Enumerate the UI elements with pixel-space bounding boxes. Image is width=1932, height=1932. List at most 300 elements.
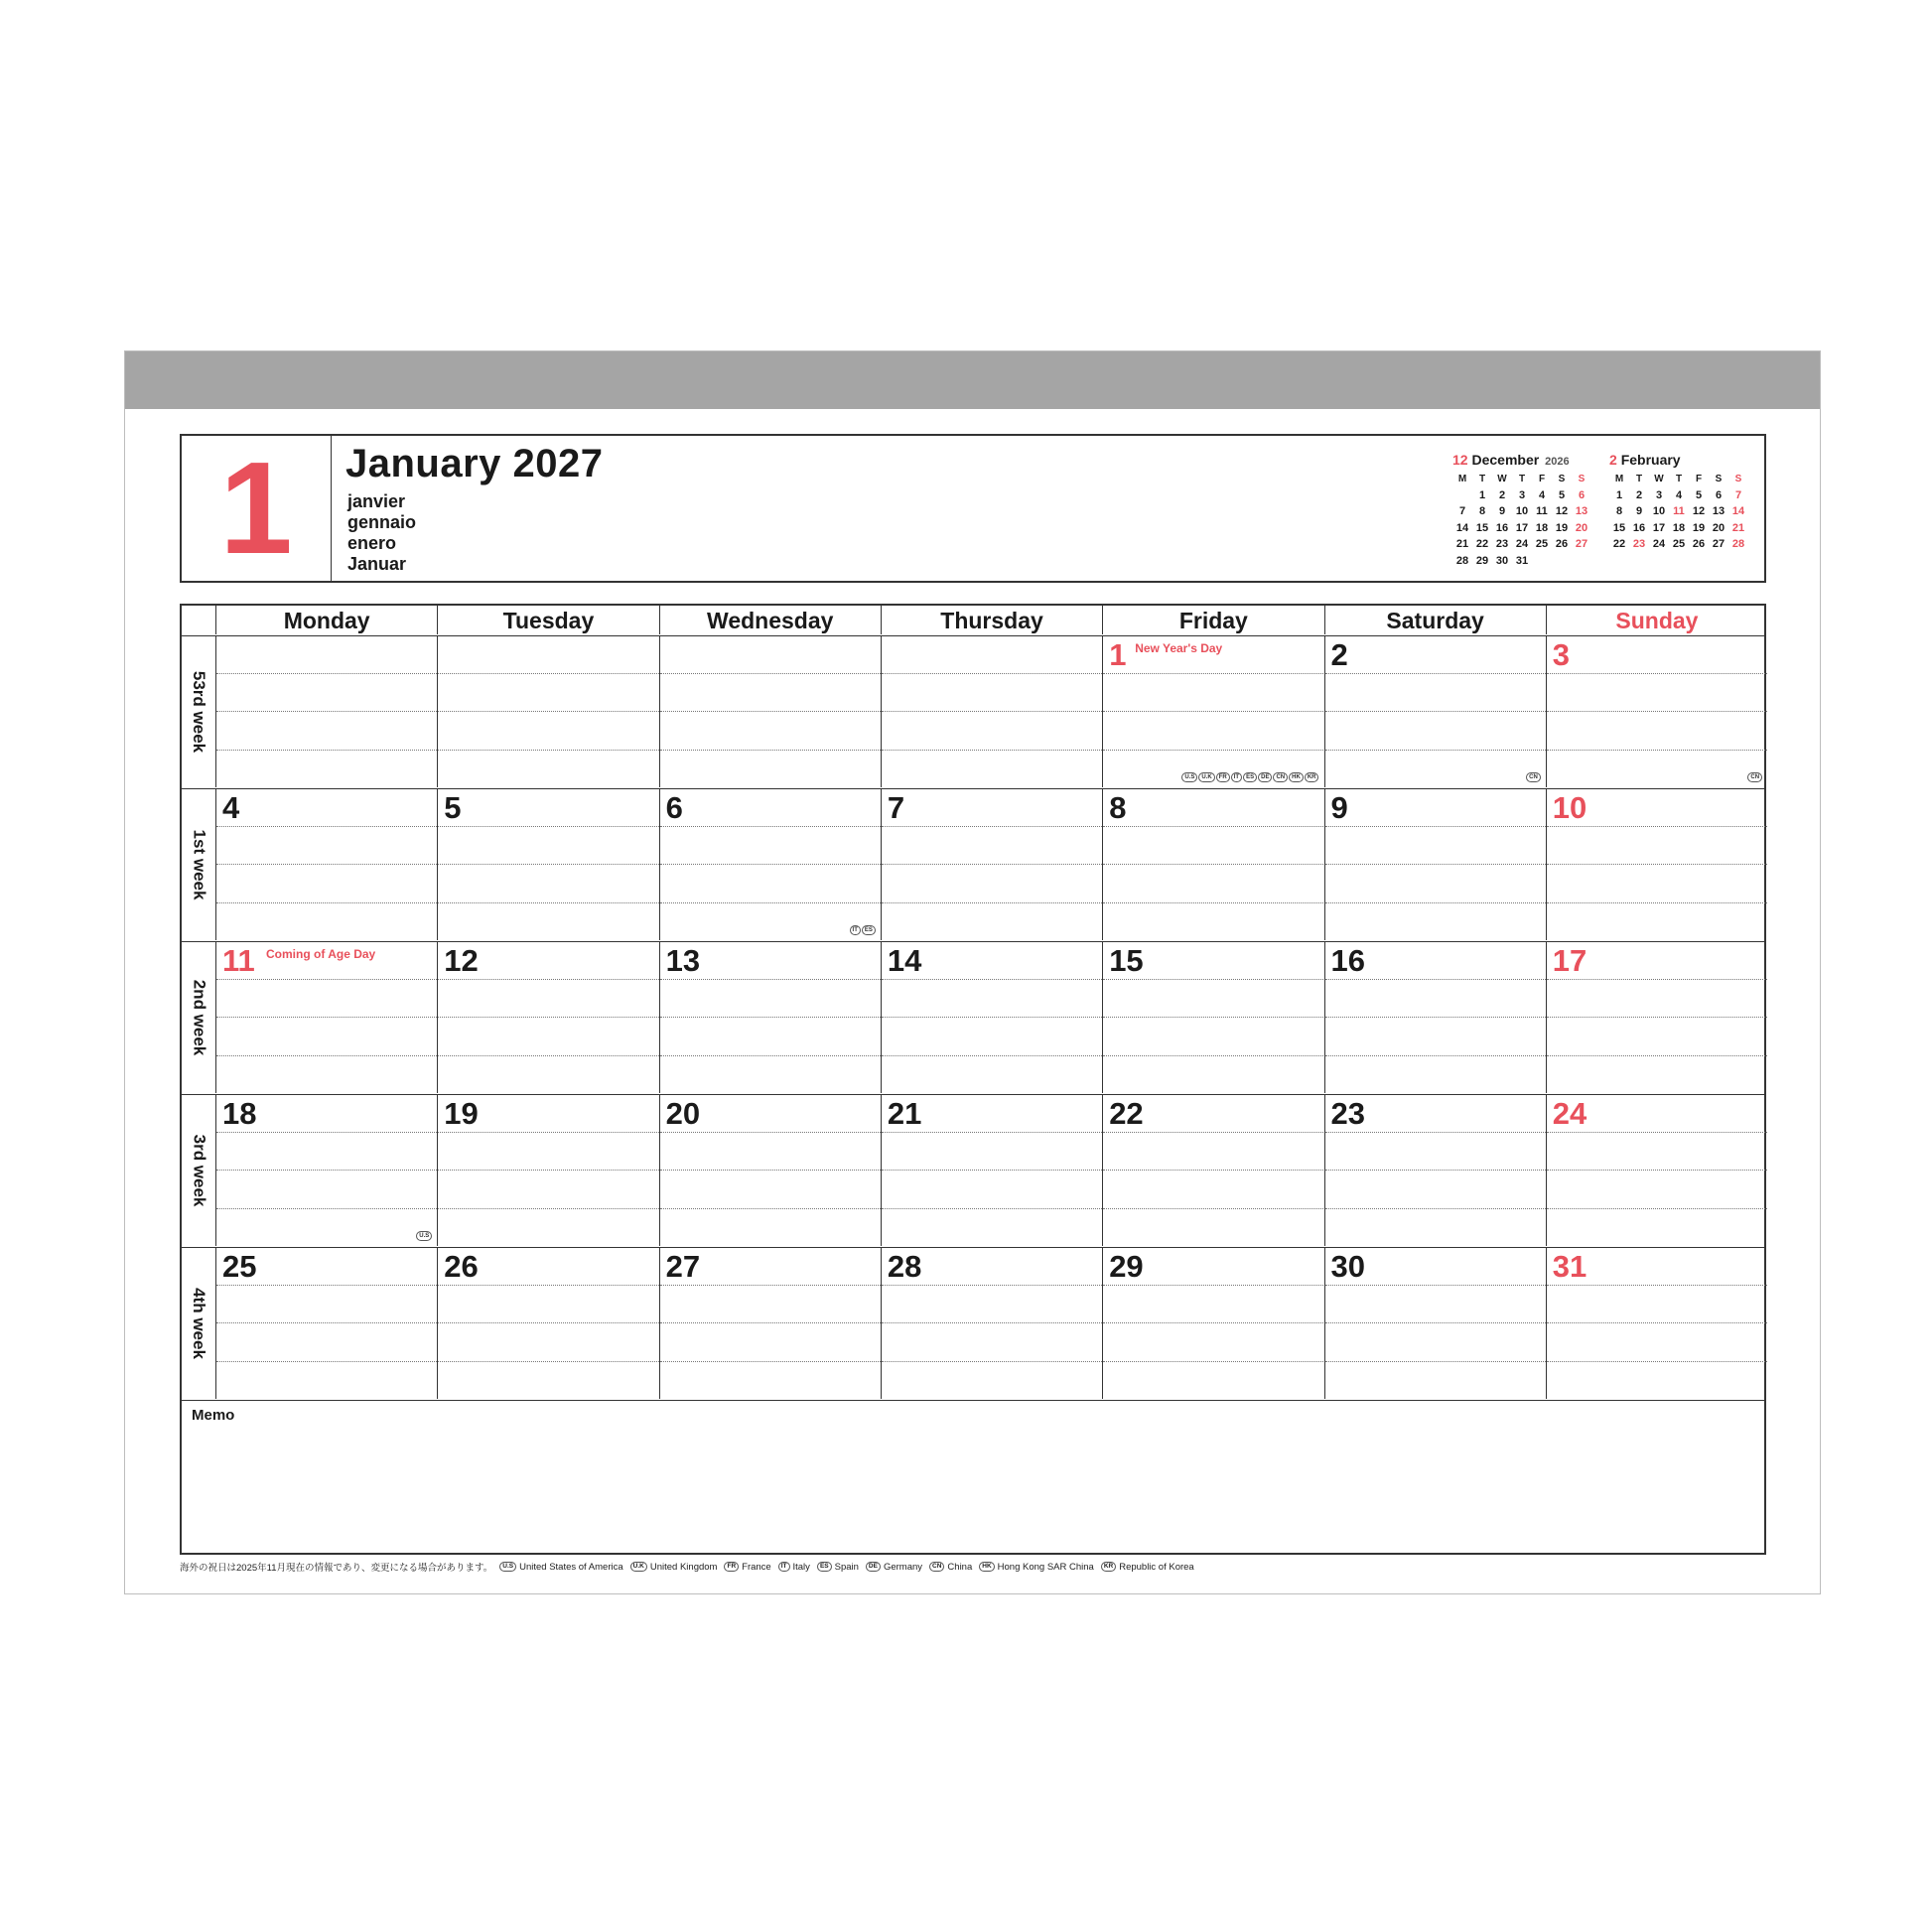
month-grid — [180, 604, 1766, 1555]
mini-day: 12 — [1555, 505, 1569, 518]
top-binding-bar — [125, 351, 1820, 409]
day-cell[interactable] — [659, 789, 881, 940]
month-number: 1 — [182, 436, 332, 581]
weekday-header-row — [182, 606, 1764, 636]
mini-dow-label: S — [1578, 473, 1586, 484]
writing-line — [1325, 1285, 1546, 1286]
writing-line — [882, 902, 1102, 903]
mini-next-table — [1609, 471, 1748, 553]
mini-day: 20 — [1712, 521, 1725, 534]
country-badge: IT — [1231, 772, 1242, 782]
writing-line — [1547, 902, 1767, 903]
week-label — [182, 636, 215, 787]
writing-line — [216, 1017, 437, 1018]
mini-prev-number: 12 — [1452, 452, 1468, 468]
writing-line — [1547, 1322, 1767, 1323]
memo-area[interactable] — [182, 1401, 1764, 1553]
day-cell[interactable] — [437, 636, 658, 787]
weekday-monday: Monday — [215, 606, 437, 634]
day-number: 2 — [1330, 637, 1348, 672]
writing-line — [216, 673, 437, 674]
legend-badge: U.K — [630, 1562, 647, 1572]
day-cell[interactable] — [659, 636, 881, 787]
week-label-text: 3rd week — [190, 1134, 209, 1207]
writing-line — [216, 1170, 437, 1171]
week-row — [182, 1248, 1764, 1401]
day-number: 11 — [222, 943, 255, 978]
week-label — [182, 1095, 215, 1246]
writing-line — [1103, 750, 1323, 751]
day-cell[interactable] — [1324, 1095, 1546, 1246]
day-number: 12 — [444, 943, 479, 978]
mini-dow-label: T — [1635, 473, 1643, 484]
holiday-name: Coming of Age Day — [266, 947, 376, 961]
mini-day: 27 — [1712, 538, 1725, 551]
mini-day: 11 — [1673, 505, 1685, 518]
alt-name-german: Januar — [347, 554, 407, 574]
writing-line — [1547, 1361, 1767, 1362]
mini-prev-table — [1452, 471, 1591, 569]
mini-day: 6 — [1578, 488, 1586, 501]
mini-dow-label: W — [1497, 473, 1507, 484]
day-number: 10 — [1552, 790, 1587, 825]
mini-calendar-previous — [1452, 452, 1591, 569]
day-cell[interactable] — [1102, 789, 1323, 940]
writing-line — [438, 1017, 658, 1018]
mini-dow-label: T — [1478, 473, 1486, 484]
writing-line — [1103, 1170, 1323, 1171]
writing-line — [882, 826, 1102, 827]
mini-dow-label: S — [1715, 473, 1723, 484]
legend-badge: ES — [817, 1562, 832, 1572]
day-number: 29 — [1109, 1249, 1144, 1284]
day-cell[interactable] — [1324, 789, 1546, 940]
country-badge: CN — [1526, 772, 1541, 782]
country-badge: ES — [1243, 772, 1257, 782]
day-cell[interactable] — [215, 789, 437, 940]
day-number: 28 — [887, 1249, 922, 1284]
mini-day: 28 — [1731, 538, 1745, 551]
writing-line — [660, 826, 881, 827]
day-cell[interactable] — [1546, 636, 1767, 787]
weekday-saturday: Saturday — [1324, 606, 1546, 634]
writing-line — [216, 1322, 437, 1323]
holiday-name: New Year's Day — [1135, 641, 1223, 655]
country-badges — [1747, 772, 1762, 782]
legend-country-name: Germany — [883, 1561, 923, 1573]
week-label-text: 53rd week — [190, 670, 209, 754]
writing-line — [438, 1132, 658, 1133]
writing-line — [1547, 864, 1767, 865]
writing-line — [1325, 826, 1546, 827]
day-number: 4 — [222, 790, 240, 825]
mini-day: 4 — [1538, 488, 1546, 501]
mini-dow-label: W — [1654, 473, 1664, 484]
mini-calendar-next — [1609, 452, 1748, 553]
country-badge: IT — [850, 925, 861, 935]
mini-next-name: February — [1620, 452, 1681, 468]
country-badge: CN — [1747, 772, 1762, 782]
writing-line — [1325, 1170, 1546, 1171]
writing-line — [882, 979, 1102, 980]
writing-line — [216, 1208, 437, 1209]
day-cell[interactable] — [437, 1248, 658, 1399]
day-cell[interactable] — [1102, 942, 1323, 1093]
writing-line — [216, 1361, 437, 1362]
day-number: 14 — [887, 943, 922, 978]
legend-country-name: France — [742, 1561, 771, 1573]
writing-line — [1103, 1017, 1323, 1018]
week-row — [182, 789, 1764, 942]
day-number: 26 — [444, 1249, 479, 1284]
mini-day: 19 — [1555, 521, 1569, 534]
mini-day: 19 — [1692, 521, 1706, 534]
writing-line — [882, 711, 1102, 712]
day-cell[interactable] — [1546, 1248, 1767, 1399]
mini-day — [1452, 487, 1472, 504]
writing-line — [1103, 1132, 1323, 1133]
mini-day: 9 — [1635, 505, 1643, 518]
mini-day: 8 — [1615, 505, 1623, 518]
writing-line — [1103, 1322, 1323, 1323]
writing-line — [1325, 1361, 1546, 1362]
week-row — [182, 1095, 1764, 1248]
writing-line — [216, 864, 437, 865]
mini-day: 24 — [1515, 538, 1529, 551]
mini-day: 25 — [1535, 538, 1549, 551]
writing-line — [1547, 1132, 1767, 1133]
country-badges — [850, 925, 876, 935]
writing-line — [216, 826, 437, 827]
mini-day: 1 — [1615, 488, 1623, 501]
writing-line — [438, 673, 658, 674]
writing-line — [660, 1017, 881, 1018]
mini-day: 12 — [1692, 505, 1706, 518]
writing-line — [216, 979, 437, 980]
country-badge: CN — [1273, 772, 1288, 782]
day-cell[interactable] — [881, 1248, 1102, 1399]
writing-line — [1325, 1055, 1546, 1056]
day-number: 6 — [665, 790, 683, 825]
mini-day: 24 — [1652, 538, 1666, 551]
weekday-sunday: Sunday — [1546, 606, 1767, 634]
mini-day: 20 — [1575, 521, 1588, 534]
legend-country-name: United States of America — [519, 1561, 623, 1573]
mini-day: 23 — [1495, 538, 1509, 551]
country-badge: DE — [1258, 772, 1272, 782]
writing-line — [1103, 711, 1323, 712]
writing-line — [1103, 1208, 1323, 1209]
writing-line — [1547, 1055, 1767, 1056]
week-row — [182, 636, 1764, 789]
writing-line — [216, 1132, 437, 1133]
mini-day: 30 — [1495, 554, 1509, 567]
mini-day: 6 — [1715, 488, 1723, 501]
writing-line — [1325, 979, 1546, 980]
day-cell[interactable] — [437, 942, 658, 1093]
writing-line — [660, 750, 881, 751]
mini-dow-label: S — [1734, 473, 1742, 484]
mini-dow-label: M — [1457, 473, 1467, 484]
writing-line — [1325, 1322, 1546, 1323]
mini-prev-year: 2026 — [1545, 456, 1570, 468]
mini-day: 14 — [1455, 521, 1469, 534]
alt-name-spanish: enero — [347, 533, 397, 553]
writing-line — [1103, 979, 1323, 980]
footnote — [180, 1560, 1198, 1574]
writing-line — [438, 1361, 658, 1362]
mini-day: 5 — [1695, 488, 1703, 501]
mini-day: 21 — [1455, 538, 1469, 551]
mini-day: 2 — [1635, 488, 1643, 501]
writing-line — [660, 1285, 881, 1286]
writing-line — [1547, 1017, 1767, 1018]
mini-day: 28 — [1455, 554, 1469, 567]
writing-line — [216, 902, 437, 903]
weekday-wednesday: Wednesday — [659, 606, 881, 634]
country-badges — [1526, 772, 1541, 782]
mini-day: 22 — [1612, 538, 1626, 551]
mini-day — [1532, 553, 1552, 570]
day-cell[interactable] — [881, 636, 1102, 787]
day-cell[interactable] — [1546, 1095, 1767, 1246]
legend-country-name: Republic of Korea — [1119, 1561, 1194, 1573]
writing-line — [660, 979, 881, 980]
country-badge: U.S — [416, 1231, 432, 1241]
mini-day: 16 — [1495, 521, 1509, 534]
day-cell[interactable] — [659, 1248, 881, 1399]
week-label — [182, 942, 215, 1093]
mini-day: 8 — [1478, 505, 1486, 518]
month-title: January 2027 — [345, 442, 604, 485]
writing-line — [1325, 864, 1546, 865]
writing-line — [1103, 902, 1323, 903]
writing-line — [882, 1055, 1102, 1056]
week-label-text: 2nd week — [190, 979, 209, 1056]
writing-line — [438, 902, 658, 903]
mini-day: 16 — [1632, 521, 1646, 534]
day-cell[interactable] — [1546, 789, 1767, 940]
week-label-text: 1st week — [190, 829, 209, 900]
writing-line — [1547, 1170, 1767, 1171]
mini-day: 2 — [1498, 488, 1506, 501]
legend-badge: U.S — [499, 1562, 516, 1572]
legend-country-name: Hong Kong SAR China — [997, 1561, 1094, 1573]
day-number: 9 — [1330, 790, 1348, 825]
writing-line — [1103, 673, 1323, 674]
mini-day: 5 — [1558, 488, 1566, 501]
day-cell[interactable] — [881, 942, 1102, 1093]
month-alt-names — [347, 491, 416, 575]
mini-day: 7 — [1458, 505, 1466, 518]
footnote-note: 海外の祝日は2025年11月現在の情報であり、変更になる場合があります。 — [180, 1563, 493, 1574]
mini-dow-label: M — [1614, 473, 1624, 484]
day-cell[interactable] — [1324, 1248, 1546, 1399]
month-header — [180, 434, 1766, 583]
day-cell[interactable] — [881, 789, 1102, 940]
writing-line — [660, 1170, 881, 1171]
writing-line — [216, 711, 437, 712]
mini-day: 17 — [1515, 521, 1529, 534]
day-cell[interactable] — [1324, 636, 1546, 787]
writing-line — [1547, 1208, 1767, 1209]
country-badge: U.S — [1181, 772, 1197, 782]
day-number: 18 — [222, 1096, 257, 1131]
weekday-friday: Friday — [1102, 606, 1323, 634]
writing-line — [438, 979, 658, 980]
writing-line — [1547, 979, 1767, 980]
week-row — [182, 942, 1764, 1095]
day-cell[interactable] — [215, 1248, 437, 1399]
writing-line — [1103, 826, 1323, 827]
legend-badge: CN — [929, 1562, 944, 1572]
mini-day: 17 — [1652, 521, 1666, 534]
day-number: 23 — [1330, 1096, 1365, 1131]
writing-line — [1103, 864, 1323, 865]
day-number: 22 — [1109, 1096, 1144, 1131]
day-cell[interactable] — [215, 636, 437, 787]
writing-line — [1547, 673, 1767, 674]
alt-name-french: janvier — [347, 491, 406, 511]
writing-line — [438, 826, 658, 827]
weekday-tuesday: Tuesday — [437, 606, 658, 634]
week-label — [182, 1248, 215, 1399]
day-number: 8 — [1109, 790, 1127, 825]
mini-dow-label: T — [1675, 473, 1683, 484]
mini-day: 1 — [1478, 488, 1486, 501]
writing-line — [882, 1208, 1102, 1209]
day-cell[interactable] — [1324, 942, 1546, 1093]
day-number: 13 — [665, 943, 701, 978]
mini-dow-label: F — [1695, 473, 1703, 484]
country-badge: ES — [862, 925, 876, 935]
writing-line — [1103, 1285, 1323, 1286]
day-number: 7 — [887, 790, 905, 825]
writing-line — [1325, 1132, 1546, 1133]
week-label — [182, 789, 215, 940]
writing-line — [660, 864, 881, 865]
writing-line — [1325, 711, 1546, 712]
writing-line — [1103, 1055, 1323, 1056]
day-number: 1 — [1109, 637, 1127, 672]
day-number: 3 — [1552, 637, 1571, 672]
day-number: 5 — [444, 790, 462, 825]
country-badges — [1181, 772, 1318, 782]
day-cell[interactable] — [437, 789, 658, 940]
day-number: 24 — [1552, 1096, 1587, 1131]
mini-dow-label: T — [1518, 473, 1526, 484]
writing-line — [660, 1322, 881, 1323]
day-number: 17 — [1552, 943, 1587, 978]
day-number: 21 — [887, 1096, 922, 1131]
mini-day: 18 — [1535, 521, 1549, 534]
alt-name-italian: gennaio — [347, 512, 417, 532]
day-number: 30 — [1330, 1249, 1365, 1284]
memo-label: Memo — [192, 1407, 235, 1424]
legend-badge: DE — [866, 1562, 881, 1572]
mini-day: 26 — [1555, 538, 1569, 551]
day-cell[interactable] — [1102, 1248, 1323, 1399]
calendar-sheet — [124, 350, 1821, 1594]
mini-day: 9 — [1498, 505, 1506, 518]
writing-line — [882, 1017, 1102, 1018]
writing-line — [660, 1208, 881, 1209]
week-label-text: 4th week — [190, 1288, 208, 1359]
writing-line — [1547, 1285, 1767, 1286]
legend-country-name: China — [947, 1561, 973, 1573]
country-badges — [416, 1231, 432, 1241]
mini-day: 13 — [1575, 505, 1588, 518]
writing-line — [882, 1132, 1102, 1133]
mini-day: 21 — [1731, 521, 1745, 534]
writing-line — [882, 1361, 1102, 1362]
writing-line — [882, 673, 1102, 674]
writing-line — [882, 750, 1102, 751]
day-cell[interactable] — [437, 1095, 658, 1246]
day-cell[interactable] — [1102, 636, 1323, 787]
legend-badge: IT — [778, 1562, 790, 1572]
mini-day: 15 — [1475, 521, 1489, 534]
mini-day: 3 — [1518, 488, 1526, 501]
day-number: 20 — [665, 1096, 701, 1131]
country-badge: HK — [1289, 772, 1304, 782]
writing-line — [438, 750, 658, 751]
mini-day: 11 — [1536, 505, 1548, 518]
mini-dow-label: S — [1558, 473, 1566, 484]
writing-line — [882, 1170, 1102, 1171]
writing-line — [1547, 750, 1767, 751]
mini-day: 7 — [1734, 488, 1742, 501]
writing-line — [438, 711, 658, 712]
writing-line — [882, 864, 1102, 865]
mini-day: 10 — [1652, 505, 1666, 518]
mini-day: 18 — [1672, 521, 1686, 534]
day-cell[interactable] — [215, 1095, 437, 1246]
mini-day: 13 — [1712, 505, 1725, 518]
mini-prev-name: December — [1471, 452, 1540, 468]
day-number: 15 — [1109, 943, 1144, 978]
writing-line — [1325, 750, 1546, 751]
day-cell[interactable] — [881, 1095, 1102, 1246]
day-number: 16 — [1330, 943, 1365, 978]
writing-line — [1325, 1017, 1546, 1018]
mini-day: 15 — [1612, 521, 1626, 534]
legend-country-name: United Kingdom — [649, 1561, 718, 1573]
writing-line — [438, 1055, 658, 1056]
legend-badge: FR — [724, 1562, 739, 1572]
day-cell[interactable] — [1102, 1095, 1323, 1246]
mini-day: 4 — [1675, 488, 1683, 501]
writing-line — [438, 1285, 658, 1286]
writing-line — [438, 1170, 658, 1171]
day-cell[interactable] — [215, 942, 437, 1093]
writing-line — [660, 711, 881, 712]
mini-dow-label: F — [1538, 473, 1546, 484]
mini-day: 27 — [1575, 538, 1588, 551]
writing-line — [1547, 711, 1767, 712]
mini-day: 14 — [1731, 505, 1745, 518]
mini-day: 29 — [1475, 554, 1489, 567]
day-cell[interactable] — [659, 942, 881, 1093]
mini-day: 22 — [1475, 538, 1489, 551]
day-number: 25 — [222, 1249, 257, 1284]
day-cell[interactable] — [1546, 942, 1767, 1093]
day-cell[interactable] — [659, 1095, 881, 1246]
mini-day — [1572, 553, 1591, 570]
mini-next-number: 2 — [1609, 452, 1617, 468]
writing-line — [216, 1055, 437, 1056]
writing-line — [1325, 1208, 1546, 1209]
